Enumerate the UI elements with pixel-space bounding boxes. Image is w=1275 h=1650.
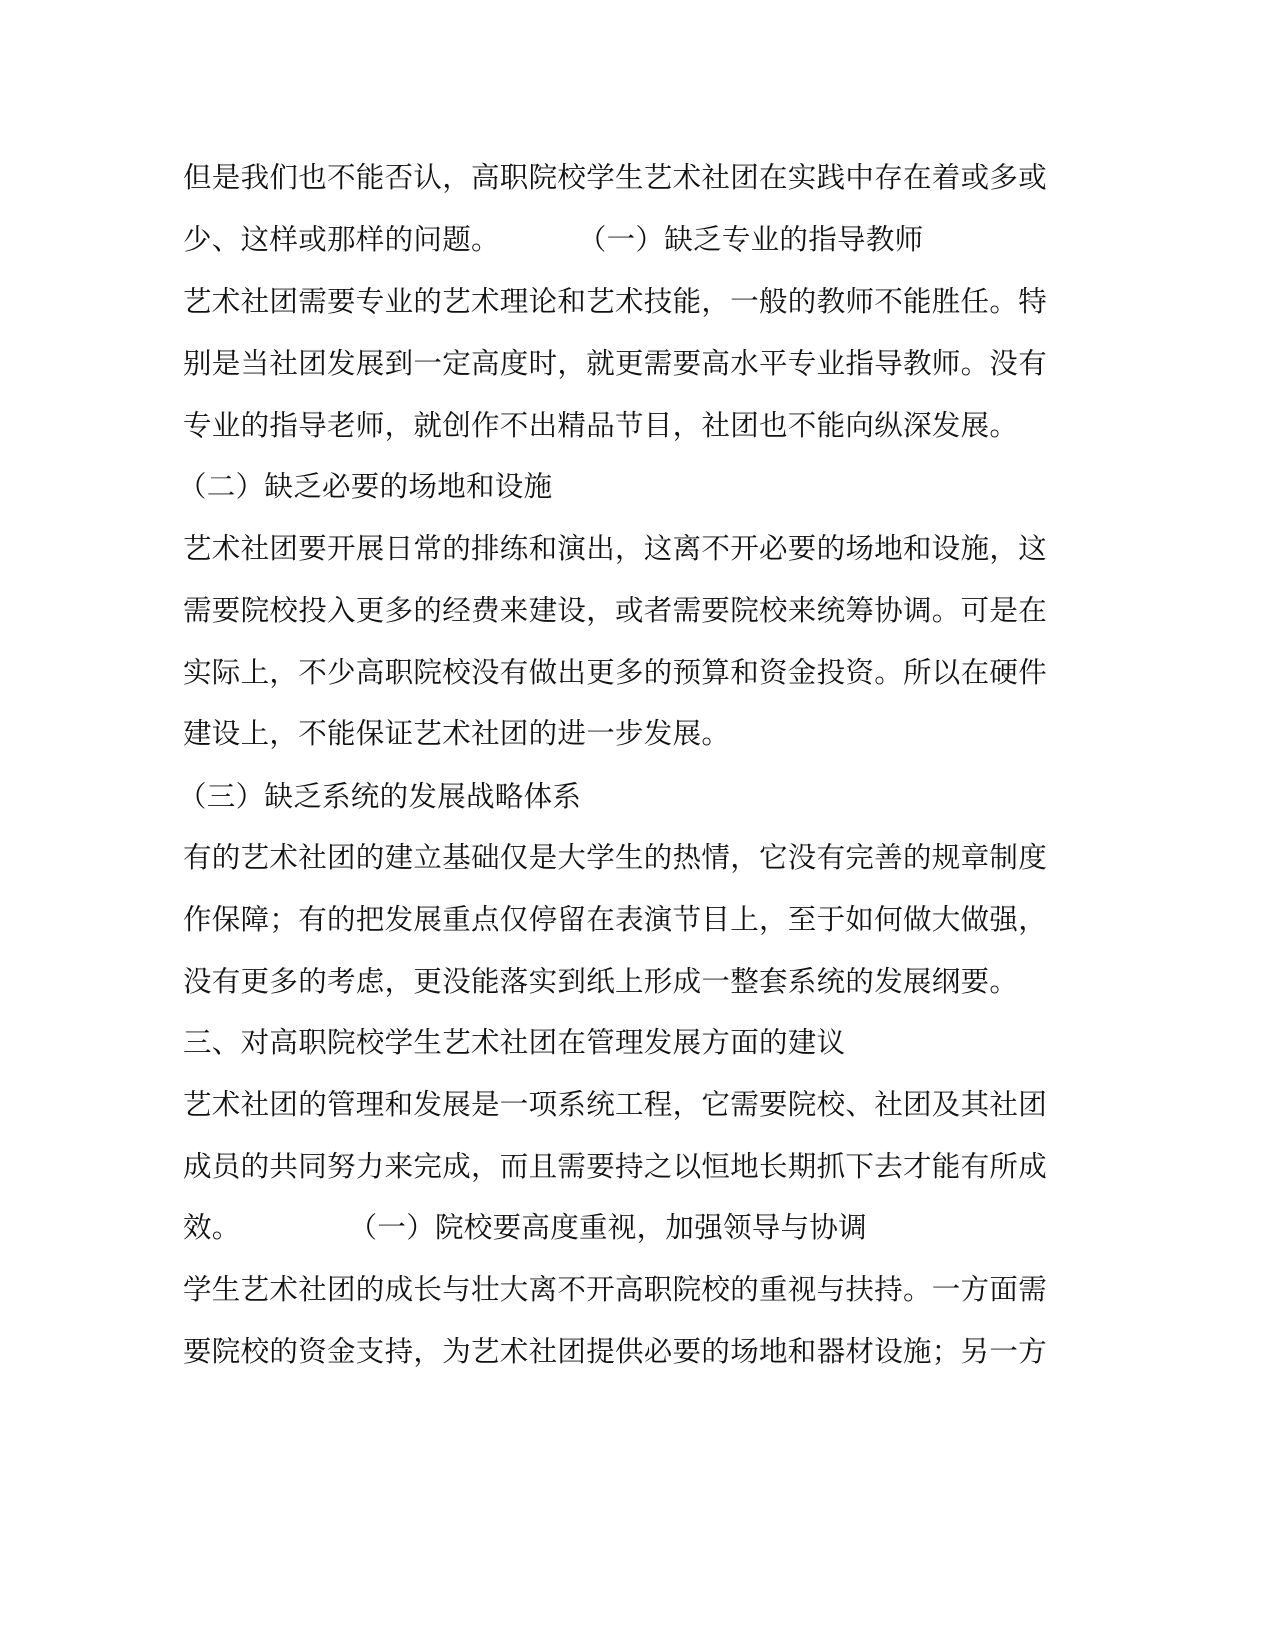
line-text: 艺术社团要开展日常的排练和演出，这离不开必要的场地和设施，这 [183,532,1048,565]
line-text: 但是我们也不能否认，高职院校学生艺术社团在实践中存在着或多或 [183,161,1048,194]
text-line [183,282,1063,322]
section-heading [178,777,1058,817]
text-line [183,529,1063,569]
line-text: 成员的共同努力来完成，而且需要持之以恒地长期抓下去才能有所成 [183,1150,1048,1183]
line-text: 需要院校投入更多的经费来建设，或者需要院校来统筹协调。可是在 [183,594,1048,627]
text-line [183,220,1063,260]
text-line [183,1270,1063,1310]
section-heading: （一）缺乏专业的指导教师 [577,223,924,256]
section-heading: （一）院校要高度重视，加强领导与协调 [348,1211,868,1244]
section-heading [178,467,1058,507]
text-line [183,1085,1063,1125]
line-text: 效。 [183,1211,241,1244]
line-text: （三）缺乏系统的发展战略体系 [178,780,582,813]
line-text: 没有更多的考虑，更没能落实到纸上形成一整套系统的发展纲要。 [183,965,1019,998]
line-text: 别是当社团发展到一定高度时，就更需要高水平专业指导教师。没有 [183,347,1048,380]
text-line [183,900,1063,940]
line-text: 实际上，不少高职院校没有做出更多的预算和资金投资。所以在硬件 [183,656,1048,689]
line-text: 作保障；有的把发展重点仅停留在表演节目上，至于如何做大做强， [183,903,1048,936]
text-line [183,653,1063,693]
text-line [183,714,1063,754]
text-line [183,158,1063,198]
line-text: （二）缺乏必要的场地和设施 [178,470,553,503]
line-text: 要院校的资金支持，为艺术社团提供必要的场地和器材设施；另一方 [183,1335,1048,1368]
text-line [183,962,1063,1002]
line-text: 专业的指导老师，就创作不出精品节目，社团也不能向纵深发展。 [183,409,1019,442]
text-line [183,838,1063,878]
line-text: 艺术社团需要专业的艺术理论和艺术技能，一般的教师不能胜任。特 [183,285,1048,318]
line-text: 三、对高职院校学生艺术社团在管理发展方面的建议 [183,1026,846,1059]
line-text: 艺术社团的管理和发展是一项系统工程，它需要院校、社团及其社团 [183,1088,1048,1121]
line-text: 少、这样或那样的问题。 [183,223,500,256]
line-text: 建设上，不能保证艺术社团的进一步发展。 [183,717,731,750]
text-line [183,591,1063,631]
text-line [183,1332,1063,1372]
text-line [183,1208,1063,1248]
line-text: 学生艺术社团的成长与壮大离不开高职院校的重视与扶持。一方面需 [183,1273,1048,1306]
text-line [183,1147,1063,1187]
text-line [183,344,1063,384]
line-text: 有的艺术社团的建立基础仅是大学生的热情，它没有完善的规章制度 [183,841,1048,874]
section-heading [183,1023,1063,1063]
text-line [183,406,1063,446]
